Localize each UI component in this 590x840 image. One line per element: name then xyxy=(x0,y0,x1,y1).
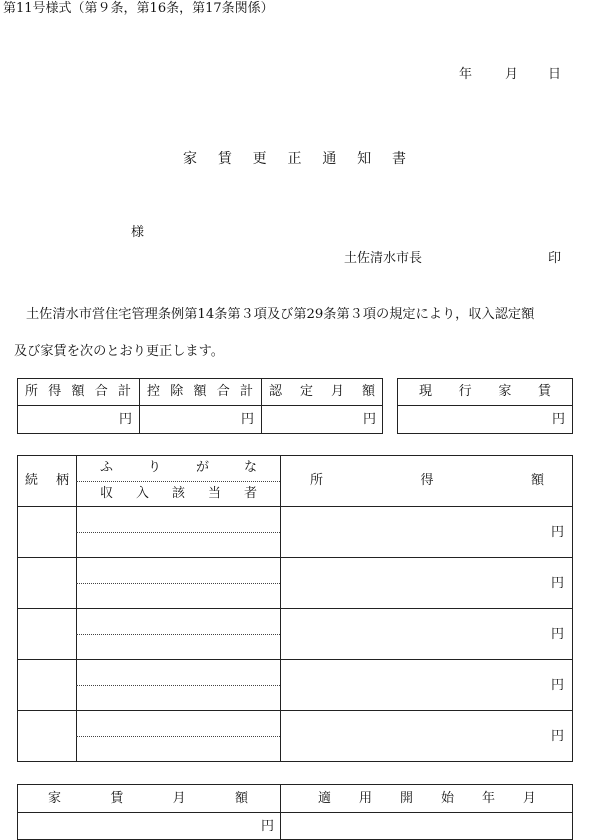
header-recognized-monthly: 認 定 月 額 xyxy=(269,384,375,399)
addressee-suffix: 様 xyxy=(131,225,145,240)
header-relation: 続 柄 xyxy=(25,473,69,488)
title-char: 更 xyxy=(252,151,267,167)
unit-yen: 円 xyxy=(552,412,566,427)
date-month: 月 xyxy=(505,67,519,82)
seal-mark: 印 xyxy=(548,251,562,266)
unit-yen: 円 xyxy=(363,412,377,427)
title-char: 知 xyxy=(357,151,372,167)
title-char: 通 xyxy=(322,151,337,167)
issuer-name: 土佐清水市長 xyxy=(344,251,423,266)
header-furigana: ふ り が な xyxy=(100,460,257,475)
unit-yen: 円 xyxy=(119,412,133,427)
header-current-rent: 現 行 家 賃 xyxy=(419,384,551,399)
header-income-amount: 所 得 額 xyxy=(310,473,544,488)
unit-yen: 円 xyxy=(551,627,565,642)
header-income-total: 所 得 額 合 計 xyxy=(25,384,131,399)
unit-yen: 円 xyxy=(261,819,275,834)
title-char: 賃 xyxy=(217,151,232,167)
title-char: 家 xyxy=(183,151,197,167)
unit-yen: 円 xyxy=(551,678,565,693)
body-text-line-1: 土佐清水市営住宅管理条例第14条第３項及び第29条第３項の規定により，収入認定額 xyxy=(26,307,535,322)
header-monthly-rent: 家 賃 月 額 xyxy=(48,791,248,806)
unit-yen: 円 xyxy=(241,412,255,427)
body-text-line-2: 及び家賃を次のとおり更正します。 xyxy=(14,344,224,359)
header-deduction-total: 控 除 額 合 計 xyxy=(147,384,253,399)
date-day: 日 xyxy=(548,67,562,82)
unit-yen: 円 xyxy=(551,525,565,540)
header-income-earner: 収 入 該 当 者 xyxy=(100,486,257,501)
unit-yen: 円 xyxy=(551,576,565,591)
unit-yen: 円 xyxy=(551,729,565,744)
date-year: 年 xyxy=(459,67,473,82)
header-start-month: 適 用 開 始 年 月 xyxy=(318,791,536,806)
title-char: 正 xyxy=(287,151,302,167)
title-char: 書 xyxy=(391,151,406,167)
form-label: 第11号様式（第９条，第16条，第17条関係） xyxy=(3,1,274,16)
document-title xyxy=(183,152,406,166)
